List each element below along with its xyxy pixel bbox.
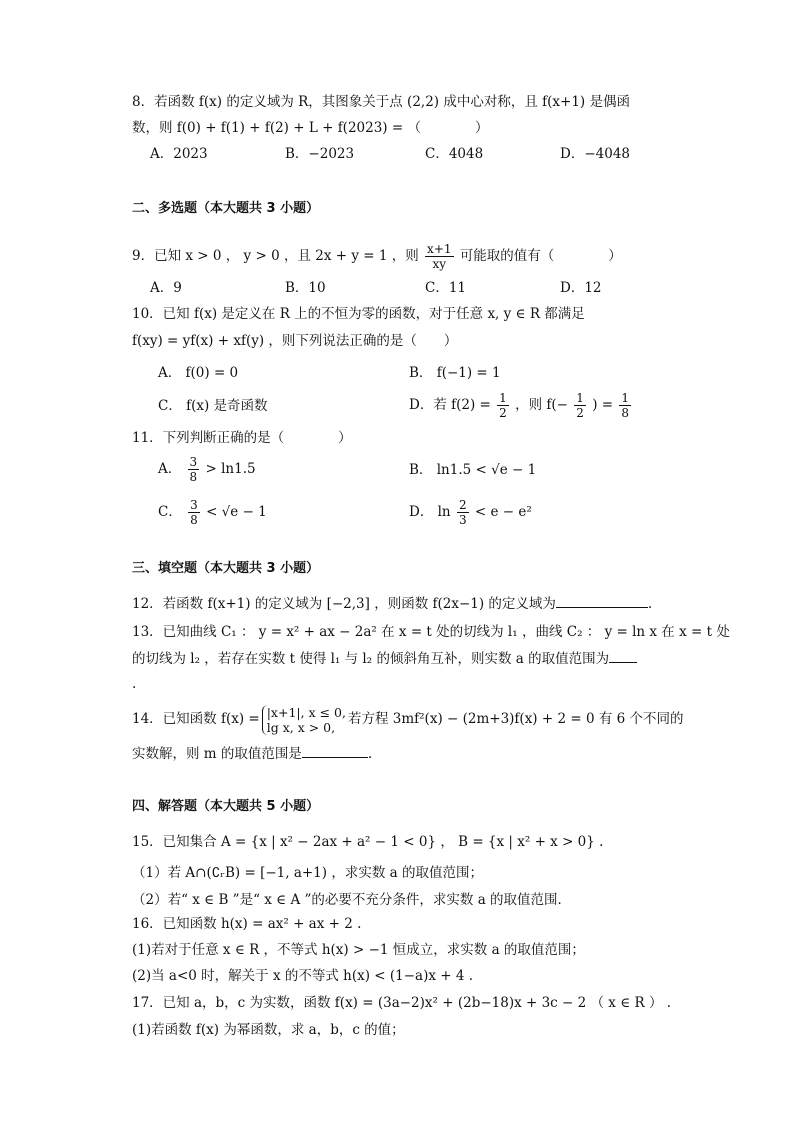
q16-line1: 16．已知函数 h(x) = ax² + ax + 2 . xyxy=(132,916,362,932)
q10-line1: 10．已知 f(x) 是定义在 R 上的不恒为零的函数，对于任意 x, y ∈ R 都满足 xyxy=(132,306,585,322)
q16-line3: (2)当 a<0 时，解关于 x 的不等式 h(x) < (1−a)x + 4 . xyxy=(132,968,474,984)
q11-opta-den: 8 xyxy=(189,470,198,484)
q13-line2: 的切线为 l₂ ，若存在实数 t 使得 l₁ 与 l₂ 的倾斜角互补，则实数 a 的取值范围为 xyxy=(132,651,610,667)
q11-optc-post: < √e − 1 xyxy=(206,504,267,520)
q11-stem: 11．下列判断正确的是（ ） xyxy=(132,430,352,446)
q9-suffix: 可能取的值有（ ） xyxy=(459,248,622,264)
q11-optc-num: 3 xyxy=(190,498,198,512)
q11-optd-pre: D． ln xyxy=(409,504,451,520)
q10-optd-frac3-den: 8 xyxy=(621,406,629,420)
q10-optd-mid2: ) = xyxy=(592,397,614,413)
q8-option-a: A．2023 xyxy=(150,146,208,162)
q10-option-a: A． f(0) = 0 xyxy=(158,365,239,381)
q11-option-a xyxy=(158,453,256,485)
q12-text: 12．若函数 f(x+1) 的定义域为 [−2,3] ，则函数 f(2x−1) 的定义域为 xyxy=(132,596,556,612)
q12-end: . xyxy=(647,596,653,612)
q14-line2: 实数解，则 m 的取值范围是 xyxy=(132,746,302,762)
q14-piecewise xyxy=(262,705,346,735)
q10-optd-pre: D．若 f(2) = xyxy=(409,397,491,413)
q17-line1: 17．已知 a，b，c 为实数，函数 f(x) = (3a−2)x² + (2b−18)x + 3c − 2 （ x ∈ R ） . xyxy=(132,995,672,1011)
q10-line2: f(xy) = yf(x) + xf(y) ，则下列说法正确的是（ ） xyxy=(132,333,458,349)
q10-optd-frac1 xyxy=(497,391,509,420)
q12-stem xyxy=(132,593,652,614)
q14-prefix: 14．已知函数 f(x) = xyxy=(132,711,260,727)
section-title-fill-in: 三、填空题（本大题共 3 小题） xyxy=(132,561,320,576)
q13-line1: 13．已知曲线 C₁ ： y = x² + ax − 2a² 在 x = t 处的切线为 l₁ ，曲线 C₂ ： y = ln x 在 x = t 处 xyxy=(132,624,730,640)
q15-line2: （1）若 A∩(∁ᵣB) = [−1, a+1) ，求实数 a 的取值范围； xyxy=(132,865,483,881)
q16-line2: (1)若对于任意 x ∈ R ，不等式 h(x) > −1 恒成立，求实数 a 的取值范围； xyxy=(132,942,585,958)
q11-optc-pre: C． xyxy=(158,504,182,520)
q14-line1 xyxy=(132,702,684,736)
q17-line2: (1)若函数 f(x) 为幂函数，求 a，b，c 的值； xyxy=(132,1022,405,1038)
q14-end: . xyxy=(367,746,373,762)
q9-stem xyxy=(132,240,622,272)
q11-optc-den: 8 xyxy=(190,513,198,527)
q11-optd-frac xyxy=(457,498,469,527)
q8-line2: 数，则 f(0) + f(1) + f(2) + L + f(2023) = （ ） xyxy=(132,120,489,136)
q11-opta-post: > ln1.5 xyxy=(205,461,256,477)
q11-optd-num: 2 xyxy=(458,498,467,512)
q11-option-b: B． ln1.5 < √e − 1 xyxy=(409,462,537,478)
q11-option-d xyxy=(409,496,532,528)
q10-optd-frac2 xyxy=(574,391,586,420)
q9-option-d: D．12 xyxy=(560,280,602,296)
q11-optd-den: 3 xyxy=(458,513,467,527)
q9-frac-den: xy xyxy=(432,257,447,271)
q11-optc-frac xyxy=(188,498,200,527)
q12-answer-blank xyxy=(556,593,648,608)
q14-line2-wrap xyxy=(132,743,372,764)
q13-line3: . xyxy=(132,676,137,692)
q10-optd-frac3-num: 1 xyxy=(621,391,629,405)
q9-option-b: B．10 xyxy=(285,280,326,296)
q10-optd-frac2-den: 2 xyxy=(576,406,584,420)
q8-line1: 8．若函数 f(x) 的定义域为 R，其图象关于点 (2,2) 成中心对称，且 f(x+1) 是偶函 xyxy=(132,94,630,110)
q14-answer-blank xyxy=(302,743,368,758)
q9-frac-num: x+1 xyxy=(427,242,452,256)
q9-option-a: A．9 xyxy=(150,280,182,296)
q10-option-c: C． f(x) 是奇函数 xyxy=(158,398,268,414)
q10-option-d xyxy=(409,389,633,421)
q9-option-c: C．11 xyxy=(425,280,467,296)
q10-optd-frac2-num: 1 xyxy=(576,391,584,405)
q11-option-c xyxy=(158,496,267,528)
q13-line2-wrap xyxy=(132,648,637,669)
q15-line3: （2）若“ x ∈ B ”是“ x ∈ A ”的必要不充分条件，求实数 a 的取值范围． xyxy=(132,892,572,908)
q9-prefix: 9．已知 x > 0 ， y > 0 ，且 2x + y = 1 ，则 xyxy=(132,248,419,264)
q14-suffix: 若方程 3mf²(x) − (2m+3)f(x) + 2 = 0 有 6 个不同的 xyxy=(347,711,684,727)
q8-option-b: B．−2023 xyxy=(285,146,355,162)
q8-option-d: D．−4048 xyxy=(560,146,630,162)
section-title-multiple-choice: 二、多选题（本大题共 3 小题） xyxy=(132,201,320,216)
q11-optd-post: < e − e² xyxy=(474,504,532,520)
q10-option-b: B． f(−1) = 1 xyxy=(409,365,501,381)
section-title-solutions: 四、解答题（本大题共 5 小题） xyxy=(132,799,320,814)
q11-opta-num: 3 xyxy=(189,455,198,469)
q15-line1: 15．已知集合 A = {x | x² − 2ax + a² − 1 < 0} ， B = {x | x² + x > 0} . xyxy=(132,834,604,850)
q10-optd-frac1-num: 1 xyxy=(499,391,507,405)
q14-case1: |x+1|, x ≤ 0, xyxy=(266,704,346,720)
q10-optd-frac3 xyxy=(619,391,631,420)
q11-opta-pre: A． xyxy=(158,461,182,477)
q10-optd-mid: ，则 f(− xyxy=(515,397,568,413)
q8-option-c: C．4048 xyxy=(425,146,484,162)
q14-case2: lg x, x > 0, xyxy=(266,719,336,735)
q13-answer-blank xyxy=(609,648,637,663)
q11-opta-frac xyxy=(188,455,200,484)
q9-fraction xyxy=(425,242,453,271)
q10-optd-frac1-den: 2 xyxy=(499,406,507,420)
